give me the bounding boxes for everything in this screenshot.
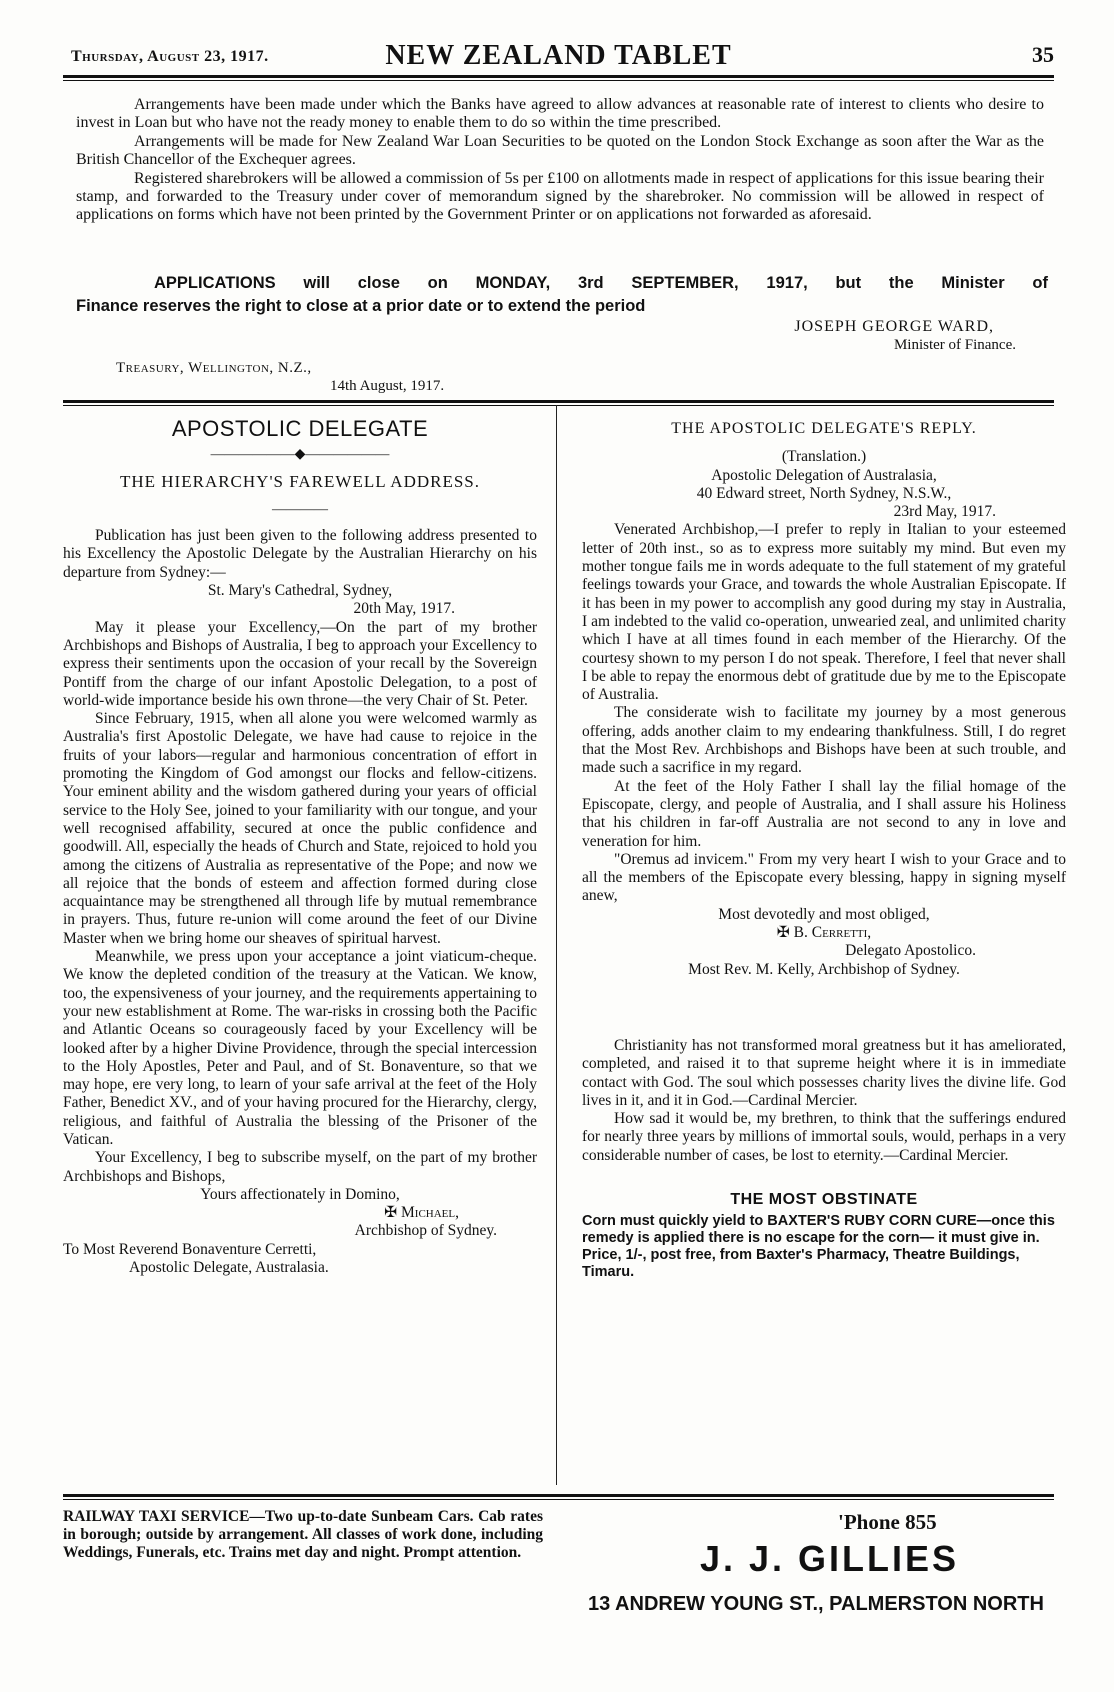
paragraph: Venerated Archbishop,—I prefer to reply in Italian to your esteemed letter of 20th inst., so as to express more suitably my mind. But even my mother tongue fails me in words adequate to the full statement of my grateful feelings towards your Grace, and towards the whole Australian Episcopate. If it has been in my power to accomplish any good during my stay in Australia, I am indebted to the valid co-operation, unwearied zeal, and unlimited charity which I have at all times found in each member of the Hierarchy. Of the courtesy shown to my person I do not speak. Therefore, I feel that never shall I be able to repay the enormous debt of gratitude due by me to the Episcopate of Australia.: [582, 521, 1066, 704]
reply-date: 23rd May, 1917.: [893, 503, 996, 521]
addressee-line: Apostolic Delegate, Australasia.: [129, 1259, 329, 1277]
war-loan-notice: [76, 96, 1044, 225]
section-rule-thin: [63, 405, 1054, 406]
addressee-line: To Most Reverend Bonaventure Cerretti,: [63, 1240, 317, 1258]
applications-closing: [76, 272, 1048, 318]
quote-paragraph: How sad it would be, my brethren, to think that the sufferings endured for nearly three years by millions of immortal souls, would, perhaps in a very considerable number of cases, be lost to eternity.—Cardinal Mercier.: [582, 1110, 1066, 1164]
closing-line: APPLICATIONS will close on MONDAY, 3rd SEPTEMBER, 1917, but the Minister of: [154, 274, 1048, 292]
paragraph: The considerate wish to facilitate my journey by a most generous offering, adds another claim to my endearing thankfulness. Still, I do regret that the Most Rev. Archbishops and Bishops have been at such trouble, and made such a sacrifice in my regard.: [582, 704, 1066, 777]
header-rule: [63, 75, 1054, 78]
reply-title: THE APOSTOLIC DELEGATE'S REPLY.: [671, 420, 977, 437]
page-header: [63, 40, 1054, 74]
place-line: St. Mary's Cathedral, Sydney,: [207, 582, 393, 600]
quote-paragraph: Christianity has not transformed moral greatness but it has ameliorated, completed, and raised it to that supreme height where it is in immediate contact with God. The soul which possesses charity lives the divine life. God lives in it, and it in God.—Cardinal Mercier.: [582, 1036, 1066, 1109]
ornament-divider: ——————◆——————: [210, 447, 390, 463]
addressee-line: Most Rev. M. Kelly, Archbishop of Sydney.: [688, 960, 960, 978]
closing-line: Finance reserves the right to close at a prior date or to extend the period: [76, 297, 646, 315]
translation-note: (Translation.): [781, 448, 867, 466]
quotations: [582, 1037, 1066, 1165]
article-title: APOSTOLIC DELEGATE: [171, 416, 429, 441]
footer-rule: [63, 1494, 1054, 1497]
signature-title: Archbishop of Sydney.: [354, 1222, 497, 1240]
advertiser-address: 13 ANDREW YOUNG ST., PALMERSTON NORTH: [588, 1593, 1044, 1615]
paragraph: "Oremus ad invicem." From my very heart I wish to your Grace and to all the members of the Episcopate every blessing, happy in signing myself anew,: [582, 850, 1066, 905]
section-rule: [63, 400, 1054, 403]
page-number: 35: [1032, 42, 1054, 67]
signer-name: JOSEPH GEORGE WARD,: [794, 318, 994, 335]
paragraph: Publication has just been given to the following address presented to his Excellency the Apostolic Delegate by the Australian Hierarchy on his departure from Sydney:—: [63, 527, 537, 581]
footer-rule-thin: [63, 1499, 1054, 1500]
right-column: [582, 416, 1066, 1281]
address-line: Apostolic Delegation of Australasia,: [711, 466, 937, 484]
signer-title: Minister of Finance.: [893, 337, 1016, 353]
date-line: 20th May, 1917.: [353, 600, 455, 618]
paragraph: Since February, 1915, when all alone you were welcomed warmly as Australia's first Apostolic Delegate, we have had cause to rejoice in the fruits of your labors—regular and harmonious concentration of effort in promoting the Kingdom of God amongst our flocks and fellow-citizens. Your eminent ability and the wisdom gathered during your years of official service to the Holy See, joined to your familiarity with our tongue, and your well recognised affability, secured at once the public confidence and goodwill. All, especially the heads of Church and State, rejoiced to hold you among the citizens of Australia as representative of the Pope; and now we all rejoice that the bonds of esteem and affection formed during close acquaintance may be strengthened all through life by mutual remembrance in prayers. Thus, future re-union will come around the feet of our Divine Master when we bring home our sheaves of spiritual harvest.: [63, 710, 537, 947]
masthead: NEW ZEALAND TABLET: [385, 40, 732, 71]
treasury-address: Treasury, Wellington, N.Z.,: [116, 360, 312, 376]
address-line: 40 Edward street, North Sydney, N.S.W.,: [696, 484, 952, 502]
advertiser-name: J. J. GILLIES: [700, 1538, 960, 1579]
closing-line: Yours affectionately in Domino,: [200, 1185, 400, 1203]
header-rule-thin: [63, 80, 1054, 81]
column-divider: [556, 405, 557, 1485]
article-subtitle: THE HIERARCHY'S FAREWELL ADDRESS.: [119, 471, 481, 491]
paragraph: May it please your Excellency,—On the part of my brother Archbishops and Bishops of Australia, I beg to approach your Excellency to express their sentiments upon the occasion of your recall by the Sovereign Pontiff from the charge of our infant Apostolic Delegation, to a post of world-wide importance beside his own throne—the very Chair of St. Peter.: [63, 618, 537, 709]
notice-paragraph: Registered sharebrokers will be allowed a commission of 5s per £100 on allotments made in respect of applications for this issue bearing their stamp, and forwarded to the Treasury under cover of memorandum signed by the sharebroker. No commission will be allowed in respect of applications on forms which have not been printed by the Government Printer or on applications not forwarded as aforesaid.: [76, 169, 1044, 224]
closing-line: Most devotedly and most obliged,: [718, 905, 930, 923]
phone-number: 'Phone 855: [838, 1510, 937, 1534]
signature-title: Delegato Apostolico.: [845, 942, 976, 960]
notice-paragraph: Arrangements will be made for New Zealand War Loan Securities to be quoted on the London Stock Exchange as soon after the War as the British Chancellor of the Exchequer agrees.: [76, 132, 1044, 169]
paragraph: Your Excellency, I beg to subscribe myself, on the part of my brother Archbishops and Bishops,: [63, 1149, 537, 1185]
advert-title: THE MOST OBSTINATE: [730, 1190, 918, 1208]
left-column: [63, 416, 537, 1277]
paragraph: Meanwhile, we press upon your acceptance a joint viaticum-cheque. We know the depleted condition of the treasury at the Vatican. We know, too, the expensiveness of your journey, and the requirements appertaining to your new establishment at Rome. The war-risks in crossing both the Pacific and Atlantic Oceans so courageously faced by your Excellency will be looked after by a higher Divine Providence, through the special intercession to the Holy Apostles, Peter and Paul, and of St. Bonaventure, so that we may hope, ere very long, to learn of your safe arrival at the feet of the Holy Father, Benedict XV., and of your having procured for the Hierarchy, clergy, religious, and faithful of Australia the blessing of the Prisoner of the Vatican.: [63, 948, 537, 1148]
signature-name: ✠ B. Cerretti,: [776, 924, 872, 942]
short-divider: ————: [272, 501, 328, 517]
advert-text: Corn must quickly yield to BAXTER'S RUBY CORN CURE—once this remedy is applied there is no escape for the corn— it must give in. Price, 1/-, post free, from Baxter's Pharmacy, Theatre Buildings, Timaru.: [582, 1213, 1055, 1281]
treasury-date: 14th August, 1917.: [330, 378, 445, 394]
notice-paragraph: Arrangements have been made under which the Banks have agreed to allow advances at reasonable rate of interest to clients who desire to invest in Loan but who have not the ready money to enable them to do so within the time prescribed.: [76, 96, 1044, 132]
railway-taxi-advert: RAILWAY TAXI SERVICE—Two up-to-date Sunbeam Cars. Cab rates in borough; outside by arrangement. All classes of work done, including Weddings, Funerals, etc. Trains met day and night. Prompt attention.: [63, 1508, 543, 1561]
paragraph: At the feet of the Holy Father I shall lay the filial homage of the Episcopate, clergy, and people of Australia, and I shall assure his Holiness that his children in far-off Australia are not second to any in love and veneration for him.: [582, 777, 1066, 850]
signature-name: ✠ Michael,: [384, 1204, 459, 1222]
issue-date: Thursday, August 23, 1917.: [71, 48, 269, 65]
